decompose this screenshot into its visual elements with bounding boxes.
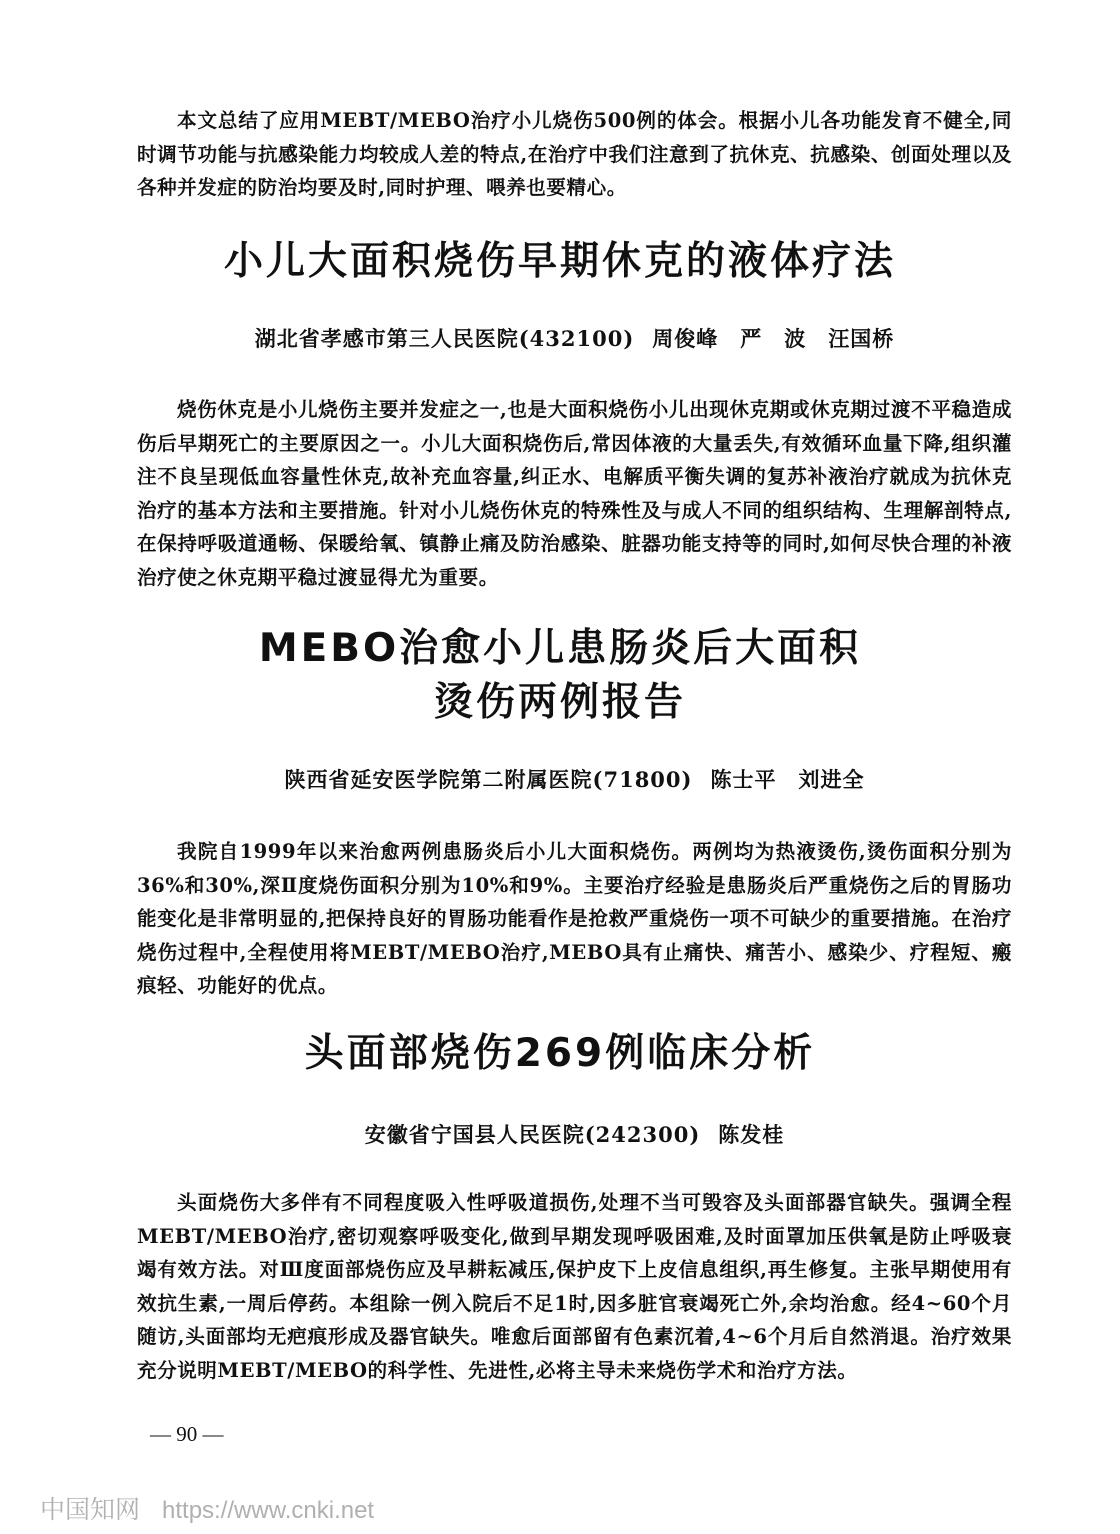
article-2-affiliation: 陕西省延安医学院第二附属医院(71800): [284, 767, 693, 792]
article-3-authors: 陈发桂: [718, 1122, 785, 1147]
article-2-authors: 陈士平 刘进全: [710, 767, 865, 792]
cnki-logo: 中国知网: [40, 1496, 141, 1524]
article-2-byline: [137, 765, 1012, 795]
article-3-body: 头面烧伤大多伴有不同程度吸入性呼吸道损伤,处理不当可毁容及头面部器官缺失。强调全程MEBT/MEBO治疗,密切观察呼吸变化,做到早期发现呼吸困难,及时面罩加压供氧是防止呼吸衰竭有效方法。对Ⅲ度面部烧伤应及早耕耘减压,保护皮下上皮信息组织,再生修复。主张早期使用有效抗生素,一周后停药。本组除一例入院后不足1时,因多脏官衰竭死亡外,余均治愈。经4~60个月随访,头面部均无疤痕形成及器官缺失。唯愈后面部留有色素沉着,4~6个月后自然消退。治疗效果充分说明MEBT/MEBO的科学性、先进性,必将主导未来烧伤学术和治疗方法。: [137, 1191, 1012, 1382]
article-1-affiliation: 湖北省孝感市第三人民医院(432100): [254, 326, 635, 351]
cnki-url: https://www.cnki.net: [162, 1497, 375, 1524]
article-3-byline: [137, 1120, 1012, 1150]
article-2-title-line2: 烫伤两例报告: [433, 680, 686, 725]
cnki-watermark: [40, 1490, 374, 1526]
article-1-body: 烧伤休克是小儿烧伤主要并发症之一,也是大面积烧伤小儿出现休克期或休克期过渡不平稳造成伤后早期死亡的主要原因之一。小儿大面积烧伤后,常因体液的大量丢失,有效循环血量下降,组织灌注不良呈现低血容量性休克,故补充血容量,纠正水、电解质平衡失调的复苏补液治疗就成为抗休克治疗的基本方法和主要措施。针对小儿烧伤休克的特殊性及与成人不同的组织结构、生理解剖特点,在保持呼吸道通畅、保暖给氧、镇静止痛及防治感染、脏器功能支持等的同时,如何尽快合理的补液治疗使之休克期平稳过渡显得尤为重要。: [137, 398, 1012, 589]
article-1-authors: 周俊峰 严 波 汪国桥: [652, 326, 895, 351]
article-1-byline: [137, 324, 1012, 354]
article-1-title: 小儿大面积烧伤早期休克的液体疗法: [223, 239, 896, 284]
page-number: — 90 —: [150, 1422, 224, 1446]
article-2-body: 我院自1999年以来治愈两例患肠炎后小儿大面积烧伤。两例均为热液烫伤,烫伤面积分别为36%和30%,深Ⅱ度烧伤面积分别为10%和9%。主要治疗经验是患肠炎后严重烧伤之后的胃肠功能变化是非常明显的,把保持良好的胃肠功能看作是抢救严重烧伤一项不可缺少的重要措施。在治疗烧伤过程中,全程使用将MEBT/MEBO治疗,MEBO具有止痛快、痛苦小、感染少、疗程短、瘢痕轻、功能好的优点。: [137, 840, 1012, 997]
article-3-affiliation: 安徽省宁国县人民医院(242300): [364, 1122, 701, 1147]
article-2-title-line1: MEBO治愈小儿患肠炎后大面积: [258, 626, 862, 671]
article-2-title: [100, 622, 1020, 730]
intro-paragraph: 本文总结了应用MEBT/MEBO治疗小儿烧伤500例的体会。根据小儿各功能发育不健全,同时调节功能与抗感染能力均较成人差的特点,在治疗中我们注意到了抗休克、抗感染、创面处理以及各种并发症的防治均要及时,同时护理、喂养也要精心。: [137, 109, 1012, 199]
article-3-title: 头面部烧伤269例临床分析: [304, 1031, 816, 1076]
